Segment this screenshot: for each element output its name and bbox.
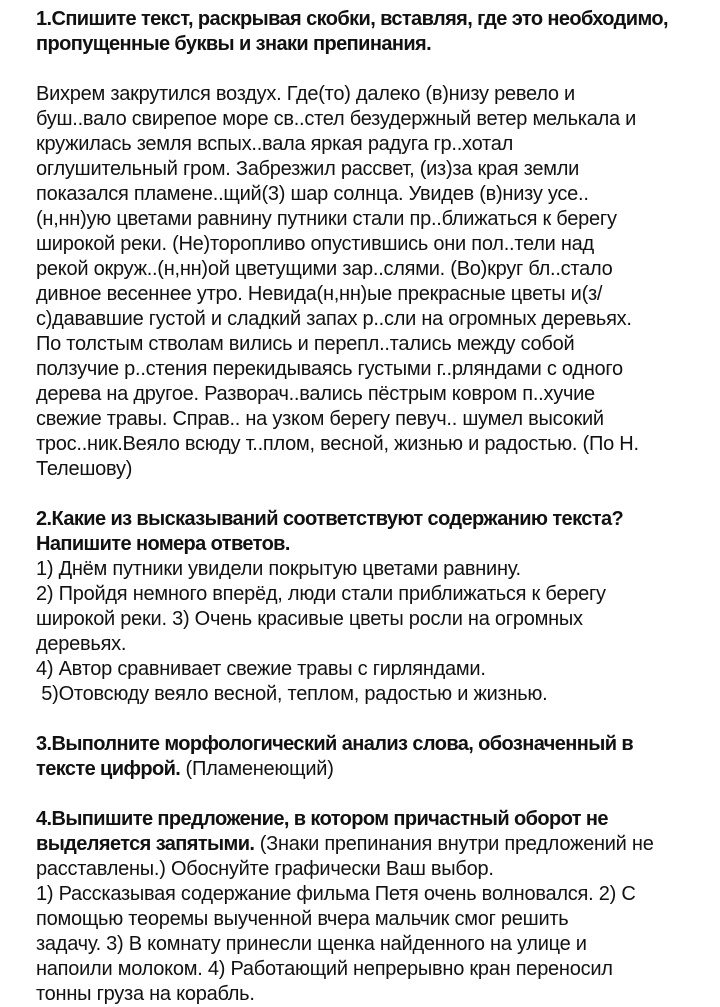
task-1-text-line: По толстым стволам вились и перепл..тались между собой [36, 333, 575, 355]
task-1-text-line: оглушительный гром. Забрезжил рассвет, (из)за края земли [36, 158, 580, 180]
task-1-text-line: рекой окруж..(н,нн)ой цветущими зар..слями. (Во)круг бл..стало [36, 258, 613, 280]
task-1-text-line: Телешову) [36, 458, 133, 480]
task-1-text-line: с)дававшие густой и сладкий запах р..сли на огромных деревьях. [36, 308, 632, 330]
task-1-text-line: дивное весеннее утро. Невида(н,нн)ые прекрасные цветы и(з/ [36, 283, 603, 305]
blank-line [36, 782, 716, 807]
task-1 [36, 7, 716, 482]
task-3 [36, 732, 716, 782]
task-1-text-line: ползучие р..стения перекидываясь густыми г..рляндами с одного [36, 358, 623, 380]
blank-line [36, 707, 716, 732]
task-3-heading-normal: (Пламенеющий) [180, 758, 334, 780]
task-4-text-line: напоили молоком. 4) Работающий непрерывно кран переносил [36, 958, 613, 980]
task-4-text-line: помощью теоремы выученной вчера мальчик смог решить [36, 908, 569, 930]
task-1-text-line: кружилась земля вспых..вала яркая радуга гр..хотал [36, 133, 513, 155]
task-1-heading-line: 1.Спишите текст, раскрывая скобки, вставляя, где это необходимо, [36, 8, 668, 30]
task-1-text-line: трос..ник.Веяло всюду т..плом, весной, жизнью и радостью. (По Н. [36, 433, 639, 455]
task-4-text-line: задачу. 3) В комнату принесли щенка найденного на улице и [36, 933, 587, 955]
task-2-text-line: широкой реки. 3) Очень красивые цветы росли на огромных [36, 608, 583, 630]
task-2-text-line: 5)Отовсюду веяло весной, теплом, радостью и жизнью. [36, 683, 548, 705]
task-3-heading-bold: тексте цифрой. [36, 758, 181, 780]
task-4-heading-line [36, 832, 716, 857]
task-4 [36, 807, 716, 1007]
task-2-text-line: деревьях. [36, 633, 127, 655]
task-1-text-line: дерева на другое. Разворач..вались пёстрым ковром п..хучие [36, 383, 595, 405]
task-1-text-line: (н,нн)ую цветами равнину путники стали пр..ближаться к берегу [36, 208, 617, 230]
task-4-text-line: тонны груза на корабль. [36, 983, 255, 1005]
document-page [36, 0, 716, 1007]
task-4-text-line: расставлены.) Обоснуйте графически Ваш выбор. [36, 858, 494, 880]
task-1-text-line: широкой реки. (Не)торопливо опустившись они пол..тели над [36, 233, 594, 255]
task-2-text-line: 1) Днём путники увидели покрытую цветами равнину. [36, 558, 521, 580]
task-2-heading-line: Напишите номера ответов. [36, 533, 290, 555]
task-1-text-line: свежие травы. Справ.. на узком берегу певуч.. шумел высокий [36, 408, 604, 430]
blank-line [36, 57, 716, 82]
task-1-text-line: показался пламене..щий(3) шар солнца. Увидев (в)низу усе.. [36, 183, 589, 205]
task-1-heading-line: пропущенные буквы и знаки препинания. [36, 33, 432, 55]
task-2-heading-line: 2.Какие из высказываний соответствуют содержанию текста? [36, 508, 624, 530]
task-4-text-line: 1) Рассказывая содержание фильма Петя очень волновался. 2) С [36, 883, 636, 905]
blank-line [36, 482, 716, 507]
task-2-text-line: 2) Пройдя немного вперёд, люди стали приближаться к берегу [36, 583, 606, 605]
task-4-heading-line: 4.Выпишите предложение, в котором причастный оборот не [36, 808, 608, 830]
task-2 [36, 507, 716, 707]
task-4-heading-normal: (Знаки препинания внутри предложений не [254, 833, 654, 855]
task-2-text-line: 4) Автор сравнивает свежие травы с гирляндами. [36, 658, 486, 680]
task-4-heading-bold: выделяется запятыми. [36, 833, 255, 855]
task-3-heading-line [36, 757, 716, 782]
task-1-text-line: Вихрем закрутился воздух. Где(то) далеко (в)низу ревело и [36, 83, 575, 105]
task-3-heading-line: 3.Выполните морфологический анализ слова, обозначенный в [36, 733, 634, 755]
task-1-text-line: буш..вало свирепое море св..стел безудержный ветер мелькала и [36, 108, 637, 130]
